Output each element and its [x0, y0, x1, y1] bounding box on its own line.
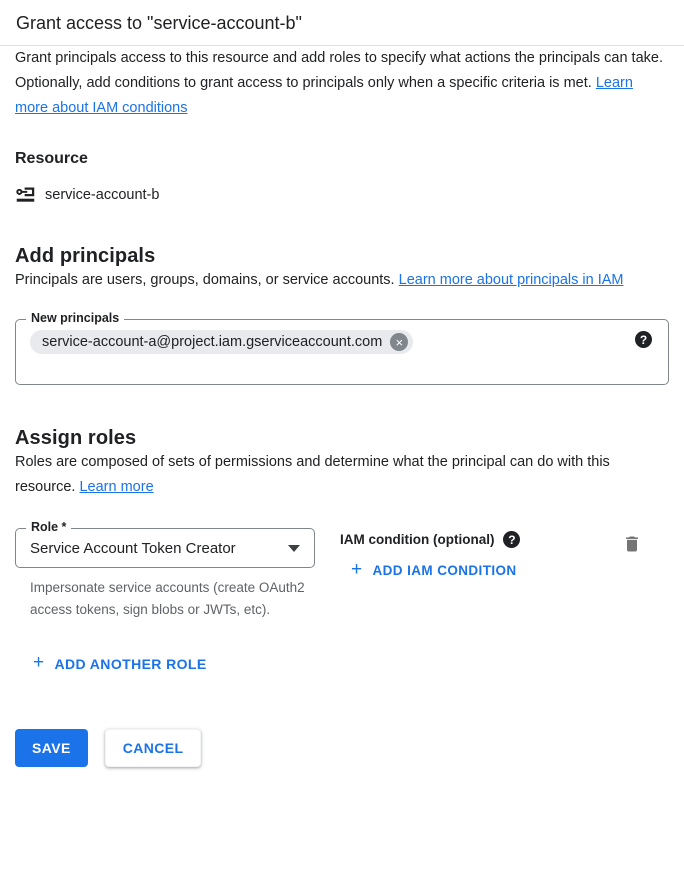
service-account-icon [15, 184, 36, 205]
assign-roles-description [15, 450, 669, 500]
new-principals-label: New principals [26, 311, 124, 326]
add-iam-condition-button[interactable] [351, 559, 517, 580]
dialog-title: Grant access to "service-account-b" [0, 0, 684, 46]
chip-remove-icon[interactable] [390, 333, 408, 351]
save-button[interactable]: SAVE [15, 729, 88, 767]
add-another-role-button[interactable] [33, 652, 207, 673]
role-selected-value: Service Account Token Creator [30, 539, 236, 557]
resource-heading: Resource [15, 150, 88, 167]
assign-roles-text: Roles are composed of sets of permissions and determine what the principal can do with this resource. [15, 454, 610, 495]
principals-link[interactable]: Learn more about principals in IAM [398, 272, 624, 288]
iam-condition-label: IAM condition (optional) [340, 532, 495, 547]
role-label: Role * [26, 520, 71, 535]
plus-icon: + [351, 559, 363, 580]
dialog-body [0, 46, 684, 767]
new-principals-field[interactable] [15, 311, 669, 385]
principal-chip [30, 330, 413, 354]
intro-paragraph [15, 46, 669, 121]
add-principals-description [15, 268, 669, 293]
chevron-down-icon [288, 545, 300, 552]
roles-learn-more-link[interactable]: Learn more [79, 479, 154, 495]
cancel-button[interactable]: CANCEL [105, 729, 202, 767]
question-mark-icon: ? [508, 532, 516, 547]
principals-help-icon[interactable] [635, 331, 652, 348]
intro-text: Grant principals access to this resource and add roles to specify what actions the principals can take. Optionally, add conditions to grant access to principals only when a specific criteria is met. [15, 50, 663, 91]
add-iam-condition-label: ADD IAM CONDITION [372, 563, 517, 578]
resource-row [15, 184, 669, 205]
dialog-actions [15, 729, 669, 767]
iam-conditions-link[interactable]: Learn more about IAM conditions [15, 75, 633, 116]
close-icon: × [395, 334, 404, 350]
role-row [15, 520, 669, 621]
question-mark-icon: ? [639, 332, 648, 347]
trash-icon [622, 534, 642, 554]
iam-condition-help-icon[interactable] [503, 531, 520, 548]
add-another-role-label: ADD ANOTHER ROLE [54, 655, 207, 672]
resource-name: service-account-b [45, 186, 160, 203]
role-column [15, 520, 315, 621]
assign-roles-heading: Assign roles [15, 427, 137, 449]
role-helper-text: Impersonate service accounts (create OAuth2 access tokens, sign blobs or JWTs, etc). [30, 580, 305, 617]
add-principals-text: Principals are users, groups, domains, or service accounts. [15, 272, 399, 288]
plus-icon: + [33, 652, 45, 673]
role-select[interactable] [15, 520, 315, 568]
iam-condition-column [340, 528, 622, 580]
principal-chip-value: service-account-a@project.iam.gserviceaccount.com [42, 334, 383, 350]
add-principals-heading: Add principals [15, 245, 156, 267]
iam-condition-header [340, 531, 622, 548]
delete-role-button[interactable] [622, 534, 642, 557]
